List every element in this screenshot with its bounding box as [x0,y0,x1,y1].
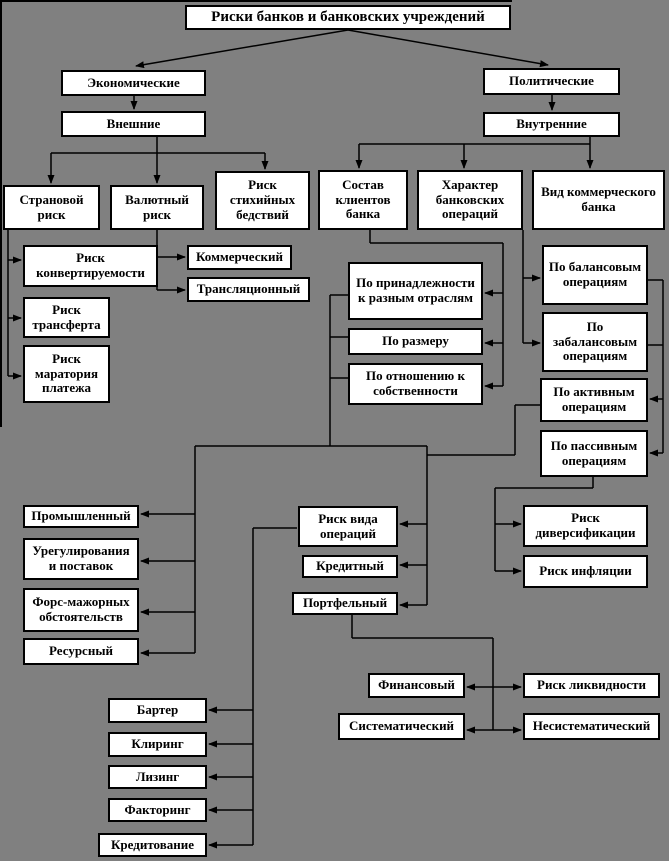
node-transfer-risk: Риск трансферта [23,297,110,338]
node-nonsystematic-risk: Несистематический [523,713,660,740]
node-title: Риски банков и банковских учреждений [185,5,511,30]
node-disaster-risk: Риск стихийных бедствий [215,171,310,230]
node-convertibility-risk: Риск конвертируемости [23,245,158,287]
node-active-operations: По активным операциям [540,378,648,422]
node-industry-affiliation: По принадлежности к разным отраслям [348,262,483,320]
node-diversification-risk: Риск диверсификации [523,505,648,547]
node-operations-nature: Характер банковских операций [417,170,523,230]
node-leasing: Лизинг [108,765,207,789]
node-client-composition: Состав клиентов банка [318,170,408,230]
node-moratorium-risk: Риск маратория платежа [23,345,110,403]
node-settlement-risk: Урегулирования и поставок [23,538,139,580]
node-operation-type-risk: Риск вида операций [298,506,398,547]
node-external: Внешние [61,111,206,137]
node-portfolio-risk: Портфельный [292,592,398,615]
node-balance-operations: По балансовым операциям [542,245,648,305]
node-financial-risk: Финансовый [368,673,465,698]
node-force-majeure-risk: Форс-мажорных обстоятельств [23,588,139,632]
node-by-size: По размеру [348,328,483,355]
node-political: Политические [483,68,620,95]
node-systematic-risk: Систематический [338,713,465,740]
node-clearing: Клиринг [108,732,207,757]
node-translational-risk: Трансляционный [187,277,310,302]
node-passive-operations: По пассивным операциям [540,430,648,477]
node-commercial-risk: Коммерческий [187,245,292,270]
node-industrial-risk: Промышленный [23,505,139,528]
node-resource-risk: Ресурсный [23,638,139,665]
node-bank-type: Вид коммерческого банка [532,170,665,230]
node-factoring: Факторинг [108,798,207,822]
node-liquidity-risk: Риск ликвидности [523,673,660,698]
node-internal: Внутренние [483,112,620,137]
node-economic: Экономические [61,70,206,96]
node-country-risk: Страновой риск [3,185,100,230]
node-crediting: Кредитование [98,833,207,857]
node-barter: Бартер [108,698,207,723]
node-inflation-risk: Риск инфляции [523,555,648,588]
node-credit-risk: Кредитный [302,555,398,578]
node-off-balance-operations: По забалансовым операциям [542,312,648,372]
node-by-ownership: По отношению к собственности [348,363,483,405]
node-currency-risk: Валютный риск [110,185,204,230]
